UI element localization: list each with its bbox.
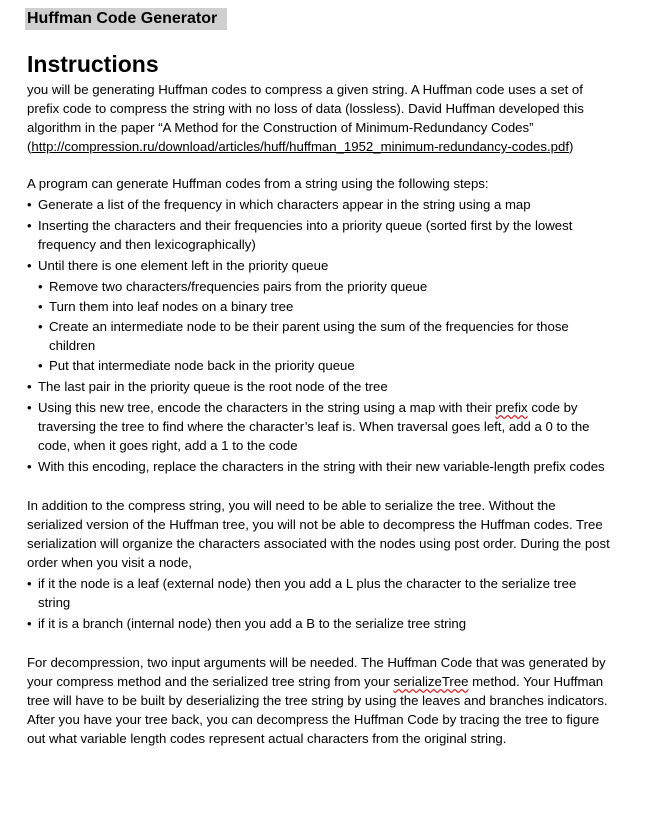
decompression-paragraph [27, 653, 612, 748]
intro-paragraph [27, 80, 612, 156]
step-item-loop [27, 256, 612, 375]
step-item: • With this encoding, replace the characters in the string with their new variable-length prefix codes [27, 457, 612, 476]
encode-text-end: code by traversing the tree to find where the character’s leaf is. When traversal goes left, add a 0 to the code, when it goes right, add a 1 to the code [38, 400, 590, 453]
paper-link[interactable]: http://compression.ru/download/articles/huff/huffman_1952_minimum-redundancy-codes.pdf [31, 139, 569, 154]
step-item: • The last pair in the priority queue is the root node of the tree [27, 377, 612, 396]
document-title: Huffman Code Generator [25, 8, 227, 30]
step-item-encode [27, 398, 612, 455]
step-item: • Generate a list of the frequency in which characters appear in the string using a map [27, 195, 612, 214]
serialization-item: • if it is a branch (internal node) then you add a B to the serialize tree string [27, 614, 612, 633]
step-item: • Inserting the characters and their frequencies into a priority queue (sorted first by the lowest frequency and then lexicographically) [27, 216, 612, 254]
substep-item: • Create an intermediate node to be their parent using the sum of the frequencies for those children [38, 317, 612, 355]
substep-item: • Turn them into leaf nodes on a binary tree [38, 297, 612, 316]
instructions-heading: Instructions [27, 51, 159, 77]
document-page [27, 8, 612, 748]
substep-item: • Remove two characters/frequencies pairs from the priority queue [38, 277, 612, 296]
step-loop-label: Until there is one element left in the priority queue [38, 258, 329, 273]
encode-text-start: Using this new tree, encode the characters in the string using a map with their [38, 400, 496, 415]
substep-item: • Put that intermediate node back in the priority queue [38, 356, 612, 375]
serialization-paragraph: In addition to the compress string, you will need to be able to serialize the tree. Without the serialized version of the Huffman tree, you will not be able to decompress the Huffman codes. Tree serialization will organize the characters associated with the nodes using post order. During the post order when you visit a node, [27, 498, 610, 570]
decompression-text-end: method. Your Huffman tree will have to be built by deserializing the tree string by using the leaves and branches indicators. After you have your tree back, you can decompress the Huffman Code by tracing the tree to figure out what variable length codes represent actual characters from the original string. [27, 674, 608, 746]
decompression-text-start: For decompression, two input arguments will be needed. The Huffman Code that was generated by your compress method and the serialized tree string from your [27, 655, 606, 689]
spellcheck-flagged-word: prefix [495, 400, 528, 415]
intro-closing: ) [568, 139, 574, 154]
serialization-list [27, 574, 612, 633]
spellcheck-flagged-word: serializeTree [393, 674, 469, 689]
loop-substeps-list [38, 277, 612, 375]
intro-text: you will be generating Huffman codes to compress a given string. A Huffman code uses a set of prefix code to compress the string with no loss of data (lossless). David Huffman developed this algorithm in the paper “A Method for the Construction of Minimum-Redundancy Codes” ( [27, 82, 584, 154]
steps-lead: A program can generate Huffman codes from a string using the following steps: [27, 176, 489, 191]
serialization-item: • if it the node is a leaf (external node) then you add a L plus the character to the serialize tree string [27, 574, 612, 612]
steps-list [27, 195, 612, 476]
